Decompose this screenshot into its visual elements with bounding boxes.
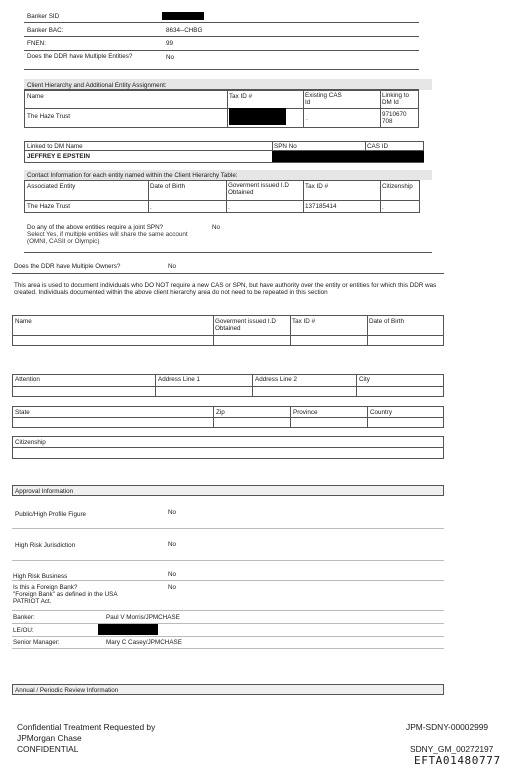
notice-text: This area is used to document individuals who DO NOT require a new CAS or SPN, but have authority over the entity or entities for which this DDR was created. Individuals documented within the above client hierarchy area do not need to be repeated in this section [14, 282, 437, 297]
multiple-owners-value: No [168, 263, 177, 270]
header-gov-id: Goverment issued I.D Obtained [228, 182, 289, 197]
joint-spn-answer: No [212, 224, 221, 231]
contact-info-table [24, 180, 420, 213]
senior-manager-value: Mary C Casey/JPMCHASE [106, 639, 182, 646]
redacted-block [162, 12, 204, 20]
header-tax-id-2: Tax ID # [305, 183, 329, 190]
header-dm-name: Linked to DM Name [27, 143, 83, 150]
banker-bac-label: Banker BAC: [27, 27, 64, 34]
header-cas-id: CAS ID [367, 143, 388, 150]
joint-spn-question: Do any of the above entities require a joint SPN? [27, 224, 164, 231]
client-hierarchy-table [24, 90, 419, 128]
banker-bac-value: 8634--CHBG [166, 27, 203, 34]
high-risk-jurisdiction-label: High Risk Jurisdiction [15, 542, 76, 549]
ind-header-name: Name [15, 318, 32, 325]
addr-header-line2: Address Line 2 [255, 376, 298, 383]
public-figure-label: Public/High Profile Figure [15, 511, 87, 518]
header-dob: Date of Birth [150, 183, 185, 190]
ind-header-gov-id: Goverment issued I.D Obtained [215, 318, 276, 333]
banker-label: Banker: [13, 614, 35, 621]
row-linking-dm: 9710670 708 [382, 111, 407, 126]
redacted-block [272, 151, 424, 162]
row-existing-cas: . [306, 115, 308, 122]
addr-header-attention: Attention [15, 376, 40, 383]
citizenship-label: Citizenship [15, 439, 46, 446]
approval-header-box [12, 485, 444, 496]
fnen-value: 99 [166, 40, 174, 47]
header-spn: SPN No [274, 143, 297, 150]
header-name: Name [27, 93, 44, 100]
multi-entities-label: Does the DDR have Multiple Entities? [27, 53, 133, 60]
client-hierarchy-title: Client Hierarchy and Additional Entity Assignment: [27, 82, 167, 89]
high-risk-jurisdiction-value: No [168, 541, 177, 548]
addr-header-city: City [359, 376, 370, 383]
ind-header-dob: Date of Birth [369, 318, 404, 325]
redacted-block [98, 624, 158, 635]
banker-sid-label: Banker SID [27, 13, 60, 20]
loc-header-zip: Zip [216, 409, 225, 416]
loc-header-country: Country [370, 409, 393, 416]
contact-row-tax-id: 137185414 [305, 203, 337, 210]
multi-entities-value: No [166, 54, 175, 61]
footer-line-2: JPMorgan Chase [17, 733, 82, 743]
loc-header-state: State [15, 409, 30, 416]
banker-value: Paul V Morris/JPMCHASE [106, 614, 180, 621]
high-risk-business-value: No [168, 571, 177, 578]
multiple-owners-label: Does the DDR have Multiple Owners? [14, 263, 121, 270]
header-linking-dm: Linking to DM Id [382, 92, 409, 107]
contact-row-entity: The Haze Trust [27, 203, 71, 210]
contact-info-title: Contact Information for each entity named within the Client Hierarchy Table: [27, 172, 238, 179]
header-existing-cas: Existing CAS Id [305, 92, 342, 107]
approval-title: Approval Information [15, 488, 74, 495]
foreign-bank-label: Is this a Foreign Bank? [13, 584, 78, 591]
foreign-bank-value: No [168, 584, 177, 591]
loc-header-province: Province [293, 409, 318, 416]
fnen-label: FNEN: [27, 40, 46, 47]
dm-name-value: JEFFREY E EPSTEIN [27, 153, 90, 160]
senior-manager-label: Senior Manager: [13, 639, 60, 646]
footer-line-3: CONFIDENTIAL [17, 744, 79, 754]
foreign-bank-note: "Foreign Bank" as defined in the USA PATRIOT Act. [13, 591, 118, 606]
row-name: The Haze Trust [27, 113, 71, 120]
efta-number: EFTA01480777 [414, 754, 501, 767]
contact-row-citizenship: . [382, 204, 384, 211]
header-tax-id: Tax ID # [229, 93, 253, 100]
contact-row-gov-id: . [228, 204, 230, 211]
annual-review-title: Annual / Periodic Review Information [15, 687, 119, 694]
header-citizenship: Citizenship [382, 183, 413, 190]
addr-header-line1: Address Line 1 [158, 376, 201, 383]
high-risk-business-label: High Risk Business [13, 573, 68, 580]
public-figure-value: No [168, 509, 177, 516]
bates-number-1: JPM-SDNY-00002999 [406, 722, 489, 732]
footer-line-1: Confidential Treatment Requested by [17, 722, 156, 732]
contact-row-dob: . [150, 204, 152, 211]
ind-header-tax-id: Tax ID # [292, 318, 316, 325]
bates-number-2: SDNY_GM_00272197 [410, 744, 494, 754]
leou-label: LE/OU: [13, 627, 34, 634]
header-associated-entity: Associated Entity [27, 183, 76, 190]
joint-spn-hint: Select Yes, if multiple entities will share the same account (OMNI, CASII or Olympic) [27, 231, 188, 246]
redacted-block [229, 108, 286, 125]
